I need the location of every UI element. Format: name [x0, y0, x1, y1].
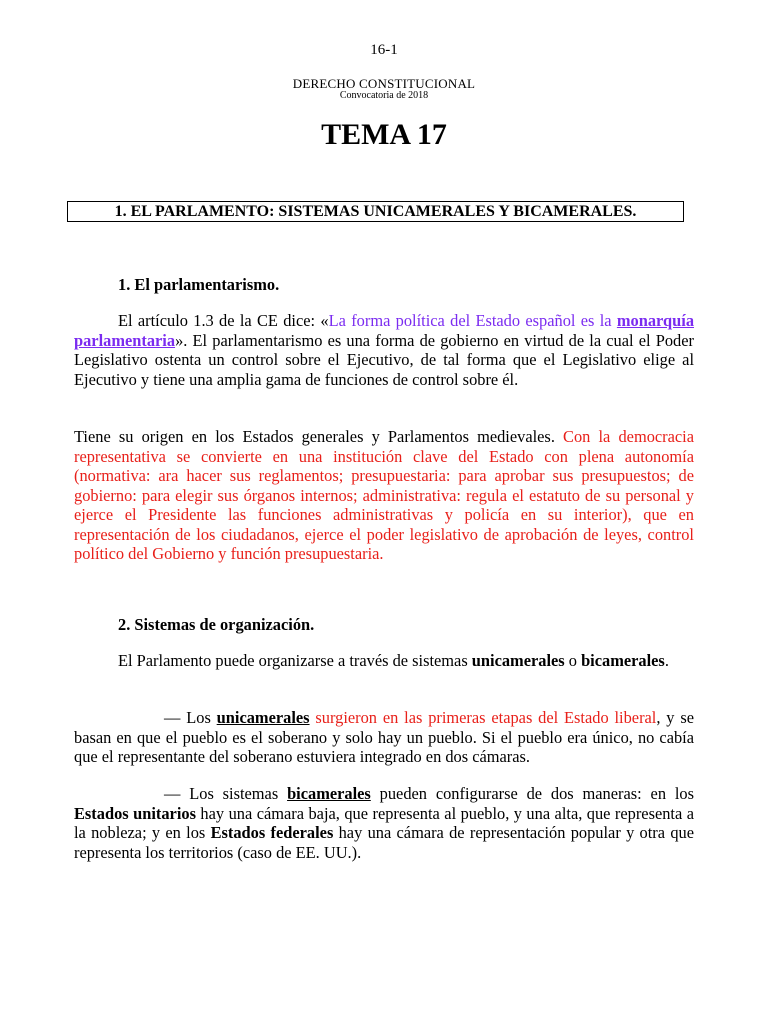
page-number: 16-1: [370, 42, 398, 58]
section-2-paragraph-2: — Los unicamerales surgieron en las primeras etapas del Estado liberal, y se basan en que el pueblo es el soberano y solo hay un pueblo. Si el pueblo era único, no cabía que el representante del soberano estuviera integrado en dos cámaras.: [74, 708, 694, 766]
constitution-quote: La forma política del Estado español es la: [328, 311, 617, 330]
section-2-paragraph-3: — Los sistemas bicamerales pueden configurarse de dos maneras: en los Estados unitarios hay una cámara baja, que representa al pueblo, y una alta, que representa a la nobleza; y en los Estados federales hay una cámara de representación popular y otra que representa los territorios (caso de EE. UU.).: [74, 784, 694, 862]
section-1-title-block: [74, 275, 694, 295]
section-2-paragraph-1: El Parlamento puede organizarse a través de sistemas unicamerales o bicamerales.: [118, 651, 669, 670]
monarquia-parlamentaria-link[interactable]: monarquía parlamentaria: [74, 311, 695, 350]
chapter-heading: 1. EL PARLAMENTO: SISTEMAS UNICAMERALES Y BICAMERALES.: [67, 201, 684, 222]
convocatoria-label: Convocatoria de 2018: [339, 90, 429, 101]
subject-title: DERECHO CONSTITUCIONAL: [292, 76, 476, 91]
tema-title: TEMA 17: [321, 118, 447, 151]
section-1-paragraph-1: El artículo 1.3 de la CE dice: «La forma política del Estado español es la monarquía parlamentaria». El parlamentarismo es una forma de gobierno en virtud de la cual el Poder Legislativo ostenta un control sobre el Ejecutivo, de tal forma que el Legislativo elige al Ejecutivo y tiene una amplia gama de funciones de control sobre él.: [74, 311, 695, 389]
highlighted-text: surgieron en las primeras etapas del Estado liberal: [315, 708, 657, 727]
highlighted-text: Con la democracia representativa se convierte en una institución clave del Estado con plena autonomía (normativa: ara hacer sus reglamentos; presupuestaria: para aprobar sus presupuestos; de gobierno: para elegir sus órganos internos; administrativa: regula el estatuto de su personal y ejerce el Presidente las funciones administrativas y policía en su interior), que en representación de los ciudadanos, ejerce el poder legislativo de aprobación de leyes, control político del Gobierno y función presupuestaria.: [74, 427, 694, 563]
section-1-paragraph-2: Tiene su origen en los Estados generales y Parlamentos medievales. Con la democracia representativa se convierte en una institución clave del Estado con plena autonomía (normativa: ara hacer sus reglamentos; presupuestaria: para aprobar sus presupuestos; de gobierno: para elegir sus órganos internos; administrativa: regula el estatuto de su personal y ejerce el Presidente las funciones administrativas y policía en su interior), que en representación de los ciudadanos, ejerce el poder legislativo de aprobación de leyes, control político del Gobierno y función presupuestaria.: [74, 427, 694, 563]
section-2-title: 2. Sistemas de organización.: [118, 615, 315, 634]
section-2-title-block: [74, 615, 694, 635]
section-1-title: 1. El parlamentarismo.: [118, 275, 280, 294]
